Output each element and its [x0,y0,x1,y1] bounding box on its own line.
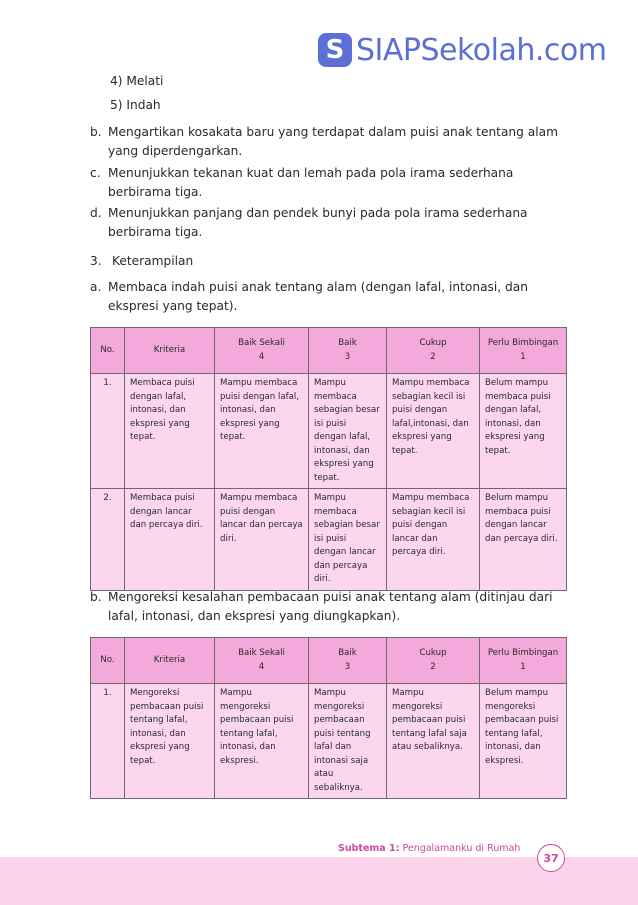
cell-baik: Mampu membaca sebagian besar isi puisi dengan lafal, intonasi, dan ekspresi yang tepat. [309,374,387,489]
section-number: 3. [90,254,102,268]
item-label: d. [90,206,102,220]
cell-baik: Mampu membaca sebagian besar isi puisi dengan lancar dan percaya diri. [309,489,387,591]
cell-baik-sekali: Mampu mengoreksi pembacaan puisi tentang lafal, intonasi, dan ekspresi. [215,684,309,799]
cell-kriteria: Membaca puisi dengan lancar dan percaya diri. [125,489,215,591]
header-cukup: Cukup 2 [387,328,480,374]
header-baik-sekali: Baik Sekali 4 [215,328,309,374]
task-label: b. [90,590,102,604]
logo-text: SIAPSekolah.com [356,32,607,68]
logo-badge: S [318,33,352,67]
item-c [90,164,570,202]
task-a [90,278,570,316]
siapsekolah-logo [318,30,607,70]
header-baik: Baik 3 [309,328,387,374]
header-no: No. [91,638,125,684]
table-row [91,684,567,799]
table-header-row [91,638,567,684]
cell-no: 2. [91,489,125,591]
item-b [90,123,570,161]
footer-subtema-title: Pengalamanku di Rumah [402,843,521,854]
cell-no: 1. [91,374,125,489]
header-baik: Baik 3 [309,638,387,684]
header-kriteria: Kriteria [125,328,215,374]
cell-kriteria: Membaca puisi dengan lafal, intonasi, dan ekspresi yang tepat. [125,374,215,489]
task-label: a. [90,280,102,294]
cell-cukup: Mampu mengoreksi pembacaan puisi tentang lafal saja atau sebaliknya. [387,684,480,799]
item-text: Menunjukkan panjang dan pendek bunyi pada pola irama sederhana berbirama tiga. [108,206,528,239]
item-text: Mengartikan kosakata baru yang terdapat dalam puisi anak tentang alam yang diperdengarkan. [108,125,558,158]
cell-cukup: Mampu membaca sebagian kecil isi puisi dengan lafal,intonasi, dan ekspresi yang tepat. [387,374,480,489]
item-label: b. [90,125,102,139]
list-item-indah: 5) Indah [110,98,161,112]
table-row [91,374,567,489]
list-item-melati: 4) Melati [110,74,164,88]
cell-perlu: Belum mampu mengoreksi pembacaan puisi tentang lafal, intonasi, dan ekspresi. [480,684,567,799]
header-no: No. [91,328,125,374]
rubric-table-reading [90,327,567,591]
task-text: Mengoreksi kesalahan pembacaan puisi anak tentang alam (ditinjau dari lafal, intonasi, dan ekspresi yang diungkapkan). [108,590,553,623]
cell-baik-sekali: Mampu membaca puisi dengan lafal, intonasi, dan ekspresi yang tepat. [215,374,309,489]
header-kriteria: Kriteria [125,638,215,684]
header-cukup: Cukup 2 [387,638,480,684]
header-baik-sekali: Baik Sekali 4 [215,638,309,684]
cell-cukup: Mampu membaca sebagian kecil isi puisi dengan lancar dan percaya diri. [387,489,480,591]
footer-subtema [338,843,520,854]
cell-baik: Mampu mengoreksi pembacaan puisi tentang lafal dan intonasi saja atau sebaliknya. [309,684,387,799]
item-text: Menunjukkan tekanan kuat dan lemah pada pola irama sederhana berbirama tiga. [108,166,514,199]
cell-perlu: Belum mampu membaca puisi dengan lancar dan percaya diri. [480,489,567,591]
item-d [90,204,570,242]
task-b [90,588,570,626]
cell-no: 1. [91,684,125,799]
cell-perlu: Belum mampu membaca puisi dengan lafal, intonasi, dan ekspresi yang tepat. [480,374,567,489]
rubric-table-correction [90,637,567,799]
cell-baik-sekali: Mampu membaca puisi dengan lancar dan percaya diri. [215,489,309,591]
section-title: Keterampilan [112,254,194,268]
cell-kriteria: Mengoreksi pembacaan puisi tentang lafal, intonasi, dan ekspresi yang tepat. [125,684,215,799]
header-perlu-bimbingan: Perlu Bimbingan 1 [480,638,567,684]
item-label: c. [90,166,101,180]
footer-subtema-label: Subtema 1: [338,843,400,854]
task-text: Membaca indah puisi anak tentang alam (dengan lafal, intonasi, dan ekspresi yang tepat). [108,280,528,313]
table-header-row [91,328,567,374]
section-keterampilan [90,252,570,271]
page-number: 37 [537,844,565,872]
table-row [91,489,567,591]
header-perlu-bimbingan: Perlu Bimbingan 1 [480,328,567,374]
